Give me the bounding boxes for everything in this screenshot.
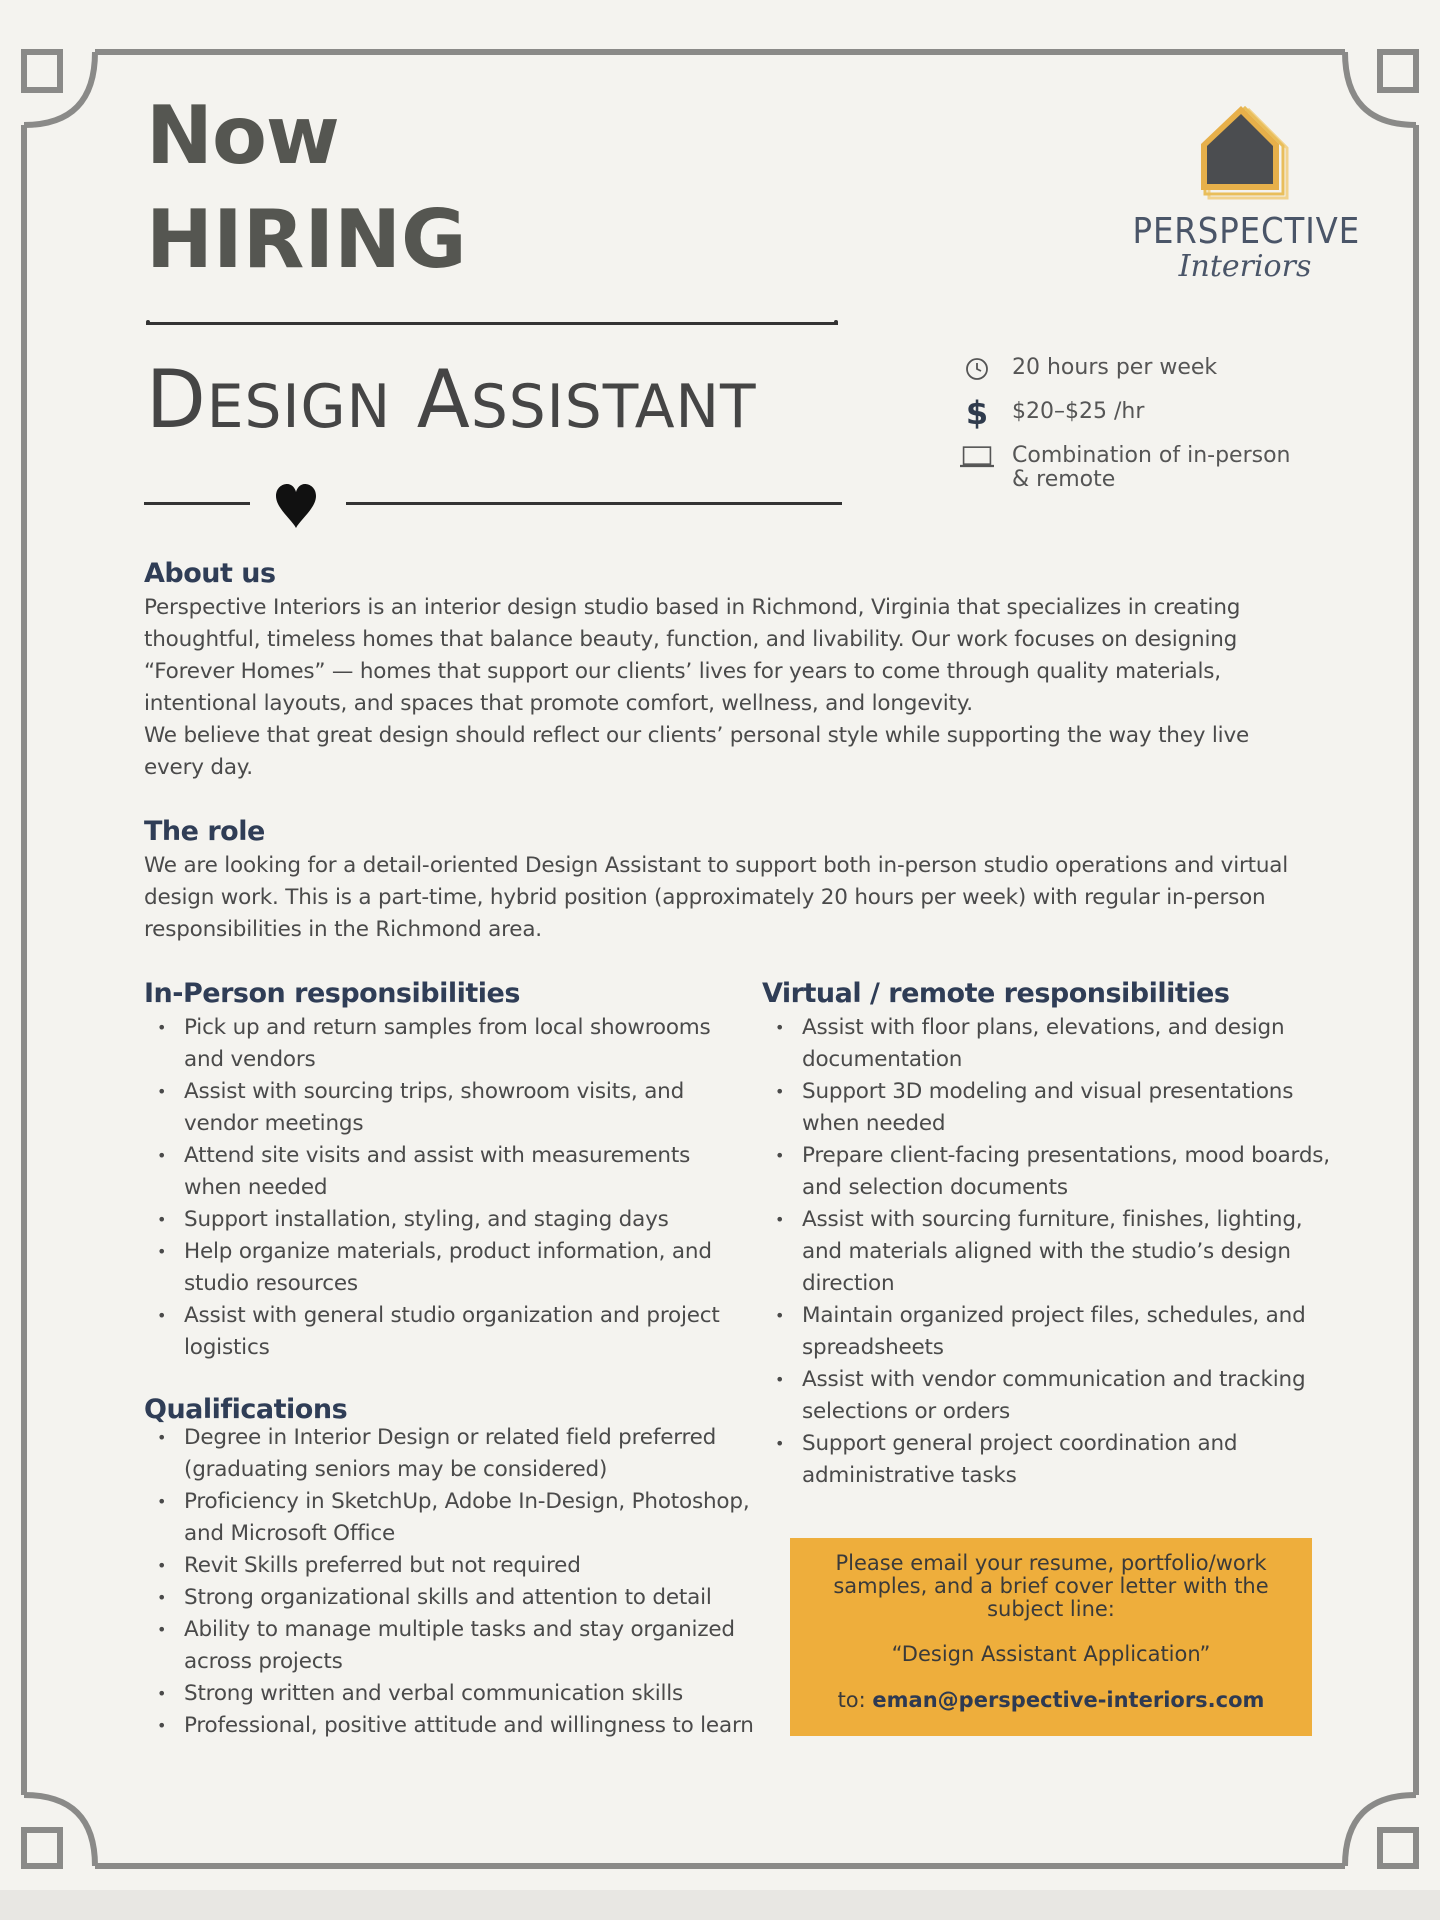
company-logo (1120, 104, 1370, 294)
logo-subtitle: Interiors (1178, 249, 1312, 284)
heart-icon (270, 480, 322, 532)
list-item: • Assist with floor plans, elevations, and design documentation (762, 1012, 1332, 1076)
role-heading: The role (144, 816, 265, 847)
list-item: • Assist with general studio organization and project logistics (144, 1300, 734, 1364)
about-text (144, 592, 1304, 784)
about-heading: About us (144, 558, 276, 589)
list-item: • Strong organizational skills and attention to detail (144, 1582, 764, 1614)
pay-text: $20–$25 /hr (1012, 399, 1145, 424)
application-callout (790, 1538, 1312, 1736)
divider-line (146, 322, 838, 325)
virtual-heading: Virtual / remote responsibilities (762, 978, 1230, 1009)
list-item: • Attend site visits and assist with measurements when needed (144, 1140, 734, 1204)
email-line (790, 1688, 1312, 1712)
title-part: ESIGN (206, 372, 392, 442)
hours-info (960, 356, 1320, 380)
list-item: • Maintain organized project files, schedules, and spreadsheets (762, 1300, 1332, 1364)
work-mode-info (960, 444, 1320, 492)
role-paragraph: We are looking for a detail-oriented Design Assistant to support both in-person studio operations and virtual design work. This is a part-time, hybrid position (approximately 20 hours per week) with regular in-person responsibilities in the Richmond area. (144, 853, 1289, 942)
house-icon (1195, 104, 1295, 200)
list-item: • Assist with sourcing trips, showroom visits, and vendor meetings (144, 1076, 734, 1140)
clock-icon (960, 354, 994, 384)
divider-line (144, 502, 250, 505)
list-item: • Help organize materials, product information, and studio resources (144, 1236, 734, 1300)
list-item: • Support installation, styling, and staging days (144, 1204, 734, 1236)
list-item: • Assist with sourcing furniture, finishes, lighting, and materials aligned with the studio’s design direction (762, 1204, 1332, 1300)
hiring-heading: HIRING (146, 193, 467, 286)
laptop-icon (960, 442, 994, 472)
qualifications-heading: Qualifications (144, 1394, 348, 1425)
list-item: • Support general project coordination and administrative tasks (762, 1428, 1332, 1492)
in-person-heading: In-Person responsibilities (144, 978, 520, 1009)
logo-wordmark: PERSPECTIVE (1132, 211, 1361, 252)
to-label: to: (837, 1688, 866, 1712)
list-item: • Professional, positive attitude and willingness to learn (144, 1710, 764, 1742)
now-heading: Now (146, 89, 339, 182)
divider-line (346, 502, 842, 505)
application-instructions: Please email your resume, portfolio/work samples, and a brief cover letter with the subject line: (833, 1551, 1269, 1621)
dollar-icon: $ (965, 394, 989, 432)
list-item: • Assist with vendor communication and tracking selections or orders (762, 1364, 1332, 1428)
job-info-list (960, 356, 1320, 512)
work-mode-text: Combination of in-person & remote (1012, 443, 1291, 492)
page-bottom-margin (0, 1890, 1440, 1920)
about-paragraph: We believe that great design should reflect our clients’ personal style while supporting the way they live every day. (144, 723, 1250, 780)
list-item: • Support 3D modeling and visual presentations when needed (762, 1076, 1332, 1140)
list-item: • Pick up and return samples from local showrooms and vendors (144, 1012, 734, 1076)
email-link[interactable]: eman@perspective-interiors.com (872, 1688, 1265, 1712)
virtual-list (762, 1012, 1332, 1492)
list-item: • Revit Skills preferred but not required (144, 1550, 764, 1582)
pay-info (960, 394, 1320, 432)
list-item: • Strong written and verbal communication skills (144, 1678, 764, 1710)
qualifications-list (144, 1422, 764, 1742)
in-person-list (144, 1012, 734, 1364)
list-item: • Proficiency in SketchUp, Adobe In-Design, Photoshop, and Microsoft Office (144, 1486, 764, 1550)
subject-line: “Design Assistant Application” (891, 1642, 1211, 1666)
role-text (144, 850, 1304, 946)
list-item: • Degree in Interior Design or related field preferred (graduating seniors may be considered) (144, 1422, 764, 1486)
hours-text: 20 hours per week (1012, 355, 1218, 380)
list-item: • Ability to manage multiple tasks and stay organized across projects (144, 1614, 764, 1678)
list-item: • Prepare client-facing presentations, mood boards, and selection documents (762, 1140, 1332, 1204)
job-title (146, 353, 757, 446)
about-paragraph: Perspective Interiors is an interior design studio based in Richmond, Virginia that specializes in creating thoughtful, timeless homes that balance beauty, function, and livability. Our work focuses on designing “Forever Homes” — homes that support our clients’ lives for years to come through quality materials, intentional layouts, and spaces that promote comfort, wellness, and longevity. (144, 595, 1241, 716)
title-part: D (146, 353, 207, 446)
title-part: SSISTANT (470, 372, 757, 442)
title-part: A (416, 353, 471, 446)
